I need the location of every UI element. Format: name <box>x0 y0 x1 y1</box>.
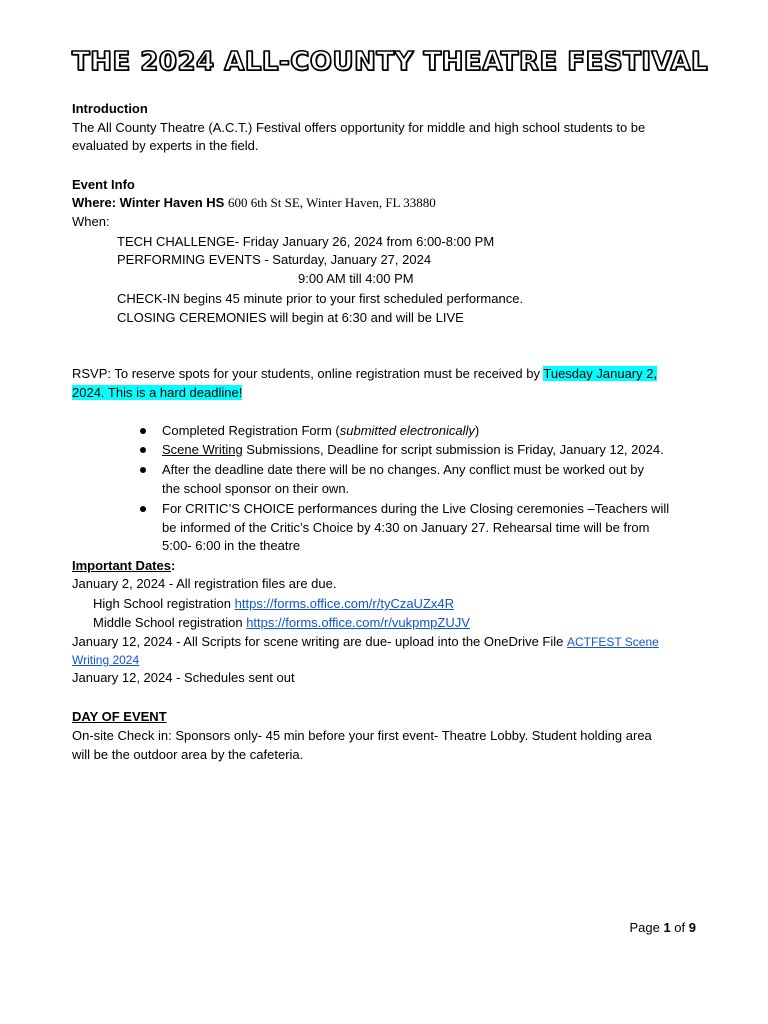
hs-registration-link[interactable]: https://forms.office.com/r/tyCzaUZx4R <box>234 596 455 611</box>
performing-time-line: 9:00 AM till 4:00 PM <box>298 271 414 286</box>
intro-line-1: The All County Theatre (A.C.T.) Festival offers opportunity for middle and high school students to be <box>72 120 646 135</box>
rsvp-line-1 <box>72 365 657 383</box>
check-in-line: CHECK-IN begins 45 minute prior to your first scheduled performance. <box>117 291 524 306</box>
ms-registration-link[interactable]: https://forms.office.com/r/vukpmpZUJV <box>246 615 470 630</box>
bullet-3-line-2: the school sponsor on their own. <box>162 480 350 496</box>
ms-registration-label: Middle School registration <box>93 615 247 630</box>
closing-ceremonies-line: CLOSING CEREMONIES will begin at 6:30 and will be LIVE <box>117 310 464 325</box>
where-address: 600 6th St SE, Winter Haven, FL 33880 <box>227 195 436 210</box>
bullet-3-line-1: After the deadline date there will be no changes. Any conflict must be worked out by <box>162 462 645 477</box>
event-info-heading: Event Info <box>72 177 135 192</box>
rsvp-deadline-highlight-2: 2024. This is a hard deadline! <box>72 385 243 400</box>
bullet-4-line-1: For CRITIC’S CHOICE performances during the Live Closing ceremonies –Teachers will <box>162 501 670 516</box>
hs-registration-line <box>93 595 454 613</box>
scripts-due-line <box>72 633 659 651</box>
important-dates-colon: : <box>170 558 176 573</box>
rsvp-deadline-highlight: Tuesday January 2, <box>543 366 658 381</box>
bullet-1-close: ) <box>474 423 480 438</box>
bullet-icon <box>140 461 148 469</box>
important-dates-label: Important Dates <box>72 558 171 573</box>
page-number <box>629 920 696 935</box>
tech-challenge-line: TECH CHALLENGE- Friday January 26, 2024 from 6:00-8:00 PM <box>117 234 495 249</box>
bullet-icon <box>140 441 148 449</box>
when-label: When: <box>72 214 110 229</box>
performing-events-line: PERFORMING EVENTS - Saturday, January 27, 2024 <box>117 252 432 267</box>
bullet-4-line-2: be informed of the Critic’s Choice by 4:30 on January 27. Rehearsal time will be from <box>162 519 650 535</box>
important-dates-heading <box>72 557 175 575</box>
date-registration-due: January 2, 2024 - All registration files are due. <box>72 576 337 591</box>
intro-heading: Introduction <box>72 101 148 116</box>
bullet-1-text: Completed Registration Form ( <box>162 423 340 438</box>
of-word: of <box>670 920 689 935</box>
scripts-due-text: January 12, 2024 - All Scripts for scene writing are due- upload into the OneDrive File <box>72 634 567 649</box>
hs-registration-label: High School registration <box>93 596 235 611</box>
scene-writing-label: Scene Writing <box>162 442 243 457</box>
bullet-2-text: Submissions, Deadline for script submission is Friday, January 12, 2024. <box>242 442 664 457</box>
ms-registration-line <box>93 614 470 632</box>
bullet-no-changes <box>162 461 644 498</box>
rsvp-text: RSVP: To reserve spots for your students, online registration must be received by <box>72 366 540 381</box>
day-of-event-heading: DAY OF EVENT <box>72 709 167 724</box>
bullet-critics-choice <box>162 500 669 556</box>
page-word: Page <box>629 920 664 935</box>
intro-line-2: evaluated by experts in the field. <box>72 138 259 153</box>
where-label: Where: Winter Haven HS <box>72 195 225 210</box>
schedules-sent-line: January 12, 2024 - Schedules sent out <box>72 670 295 685</box>
document-title: THE 2024 ALL-COUNTY THEATRE FESTIVAL <box>72 47 709 77</box>
day-of-event-line-1: On-site Check in: Sponsors only- 45 min before your first event- Theatre Lobby. Student holding area <box>72 728 652 743</box>
day-of-event-line-2: will be the outdoor area by the cafeteria. <box>72 747 304 762</box>
bullet-registration-form <box>162 422 479 441</box>
onedrive-link-line-2 <box>72 651 139 669</box>
total-pages: 9 <box>688 920 696 935</box>
bullet-icon <box>140 500 148 508</box>
bullet-4-line-3: 5:00- 6:00 in the theatre <box>162 538 301 553</box>
onedrive-link[interactable]: ACTFEST Scene <box>566 635 659 649</box>
rsvp-line-2 <box>72 384 242 402</box>
bullet-icon <box>140 422 148 430</box>
bullet-scene-writing <box>162 441 664 460</box>
current-page: 1 <box>663 920 671 935</box>
bullet-1-italic: submitted electronically <box>339 423 475 438</box>
where-line <box>72 194 436 212</box>
onedrive-link-continued[interactable]: Writing 2024 <box>72 653 140 667</box>
